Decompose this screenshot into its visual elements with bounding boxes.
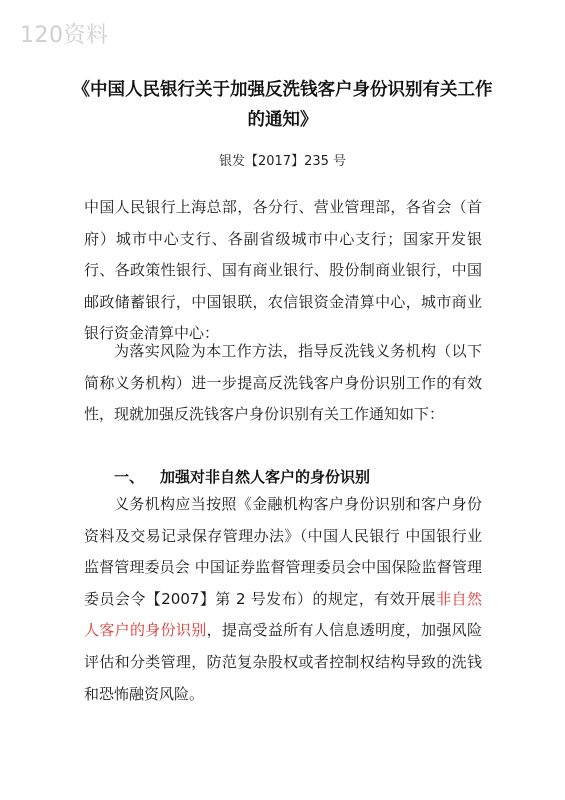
- watermark-logo: 120资料: [20, 23, 109, 48]
- section-1-heading-text: 加强对非自然人客户的身份识别: [160, 468, 371, 486]
- document-title: 《中国人民银行关于加强反洗钱客户身份识别有关工作的通知》: [72, 80, 493, 130]
- section-1-body-text-end: ，提高受益所有人信息透明度，加强风险评估和分类管理，防范复杂股权或者控制权结构导致的洗钱和恐怖融资风险。: [84, 621, 482, 703]
- section-1-heading: [114, 462, 370, 492]
- addressee-paragraph: 中国人民银行上海总部，各分行、营业管理部，各省会（首府）城市中心支行、各副省级城市中心支行；国家开发银行、各政策性银行、国有商业银行、股份制商业银行，中国邮政储蓄银行，中国银联，农信银资金清算中心，城市商业银行资金清算中心：: [84, 198, 482, 343]
- intro-paragraph: 为落实风险为本工作方法，指导反洗钱义务机构（以下简称义务机构）进一步提高反洗钱客户身份识别工作的有效性，现就加强反洗钱客户身份识别有关工作通知如下：: [84, 342, 482, 424]
- section-1-body: [84, 489, 482, 710]
- highlighted-text: 非自然人客户的身份识别: [84, 589, 482, 640]
- section-1-body-text: 义务机构应当按照《金融机构客户身份识别和客户身份资料及交易记录保存管理办法》（中国人民银行 中国银行业监督管理委员会 中国证券监督管理委员会中国保险监督管理委员会令【2007】第 2 号发布）的规定，有效开展: [84, 495, 482, 608]
- document-number: 银发【2017】235 号: [218, 154, 347, 169]
- section-1-number: 一、: [114, 468, 145, 486]
